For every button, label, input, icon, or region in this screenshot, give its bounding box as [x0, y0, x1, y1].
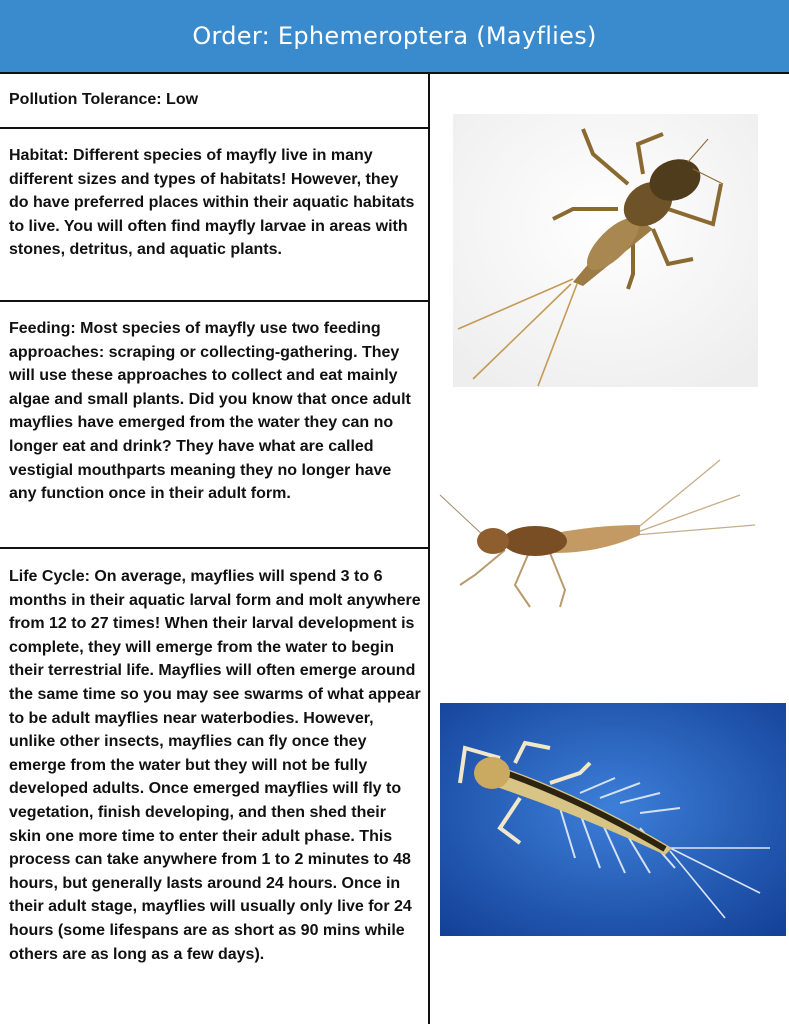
page-title: Order: Ephemeroptera (Mayflies) [192, 22, 597, 50]
mayfly-nymph-photo-1 [453, 114, 758, 387]
feeding-text: Feeding: Most species of mayfly use two feeding approaches: scraping or collecting-gathering. They will use these approaches to collect and eat mainly algae and small plants. Did you know that once adult mayflies have emerged from the water they can no longer eat and drink? They have what are called vestigial mouthparts meaning they no longer have any function once in their adult form. [9, 320, 411, 503]
page-header [0, 0, 789, 72]
mayfly-nymph-photo-2 [435, 455, 765, 610]
life-cycle-text: Life Cycle: On average, mayflies will spend 3 to 6 months in their aquatic larval form and molt anywhere from 12 to 27 times! When their larval development is complete, they will emerge from the water to begin their terrestrial life. Mayflies will often emerge around the same time so you may see swarms of what appear to be adult mayflies near waterbodies. However, unlike other insects, mayflies can fly once they emerge from the water but they will not be fully developed adults. Once emerged mayflies will fly to vegetation, finish developing, and then shed their skin one more time to enter their adult phase. This process can take anywhere from 1 to 2 minutes to 48 hours, but generally lasts around 24 hours. Once in their adult stage, mayflies will usually only live for 24 hours (some lifespans are as short as 90 mins while others are as long as a few days). [9, 568, 421, 963]
table-top-border [0, 72, 789, 74]
row-divider [0, 127, 429, 129]
habitat-text: Habitat: Different species of mayfly live in many different sizes and types of habitats! However, they do have preferred places within their aquatic habitats to live. You will often find mayfly larvae in areas with stones, detritus, and aquatic plants. [9, 147, 415, 259]
mayfly-nymph-photo-3 [440, 703, 786, 936]
pollution-tolerance-text: Pollution Tolerance: Low [9, 91, 199, 108]
row-divider [0, 300, 429, 302]
row-divider [0, 547, 429, 549]
